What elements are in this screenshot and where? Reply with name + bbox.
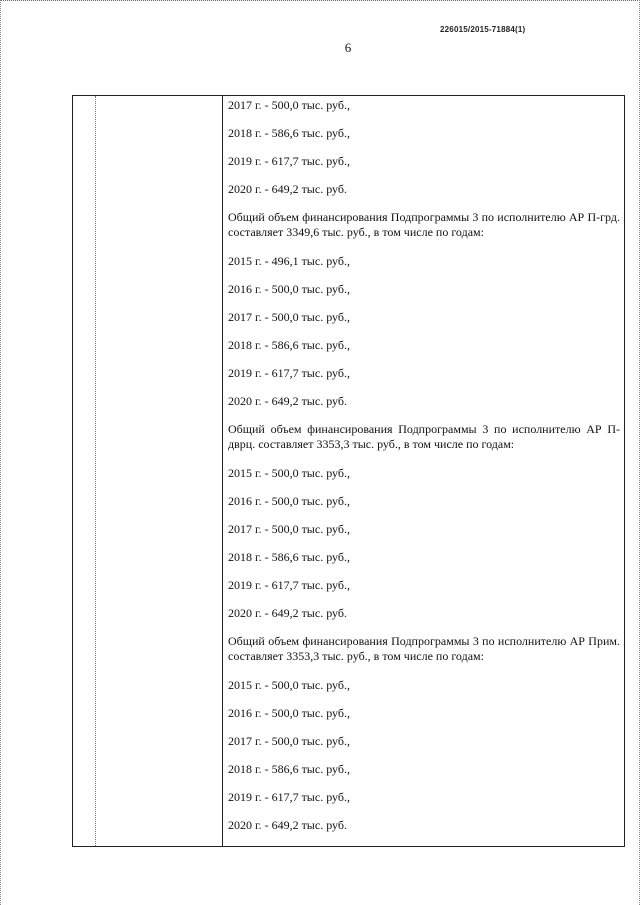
year-line: 2017 г. - 500,0 тыс. руб.,: [228, 310, 350, 324]
scan-edge-left: [0, 0, 1, 905]
year-line: 2017 г. - 500,0 тыс. руб.,: [228, 522, 350, 536]
year-line: 2018 г. - 586,6 тыс. руб.,: [228, 550, 350, 564]
funding-paragraph: Общий объем финансирования Подпрограммы 3 по исполнителю АР П-дврц. составляет 3353,3 тыс. руб., в том числе по годам:: [228, 422, 620, 451]
funding-cell: [228, 98, 620, 846]
year-line: 2020 г. - 649,2 тыс. руб.: [228, 182, 347, 196]
year-line: 2018 г. - 586,6 тыс. руб.,: [228, 126, 350, 140]
year-line: 2019 г. - 617,7 тыс. руб.,: [228, 578, 350, 592]
year-line: 2015 г. - 500,0 тыс. руб.,: [228, 678, 350, 692]
year-line: 2016 г. - 500,0 тыс. руб.,: [228, 706, 350, 720]
page-number: 6: [344, 40, 352, 55]
column-divider-main: [222, 96, 223, 846]
year-line: 2020 г. - 649,2 тыс. руб.: [228, 394, 347, 408]
year-line: 2018 г. - 586,6 тыс. руб.,: [228, 762, 350, 776]
year-line: 2017 г. - 500,0 тыс. руб.,: [228, 734, 350, 748]
funding-paragraph: Общий объем финансирования Подпрограммы 3 по исполнителю АР П-грд. составляет 3349,6 тыс. руб., в том числе по годам:: [228, 210, 620, 239]
year-line: 2019 г. - 617,7 тыс. руб.,: [228, 154, 350, 168]
year-line: 2015 г. - 500,0 тыс. руб.,: [228, 466, 350, 480]
year-line: 2016 г. - 500,0 тыс. руб.,: [228, 494, 350, 508]
year-line: 2015 г. - 496,1 тыс. руб.,: [228, 254, 350, 268]
year-line: 2019 г. - 617,7 тыс. руб.,: [228, 366, 350, 380]
year-line: 2020 г. - 649,2 тыс. руб.: [228, 818, 347, 832]
document-id: 226015/2015-71884(1): [440, 25, 526, 34]
scan-edge-top: [0, 0, 640, 1]
funding-paragraph: Общий объем финансирования Подпрограммы 3 по исполнителю АР Прим. составляет 3353,3 тыс. руб., в том числе по годам:: [228, 634, 620, 663]
year-line: 2019 г. - 617,7 тыс. руб.,: [228, 790, 350, 804]
year-line: 2016 г. - 500,0 тыс. руб.,: [228, 282, 350, 296]
year-line: 2020 г. - 649,2 тыс. руб.: [228, 606, 347, 620]
funding-table: [72, 95, 625, 847]
year-line: 2017 г. - 500,0 тыс. руб.,: [228, 98, 350, 112]
column-divider-narrow: [95, 96, 96, 846]
year-line: 2018 г. - 586,6 тыс. руб.,: [228, 338, 350, 352]
